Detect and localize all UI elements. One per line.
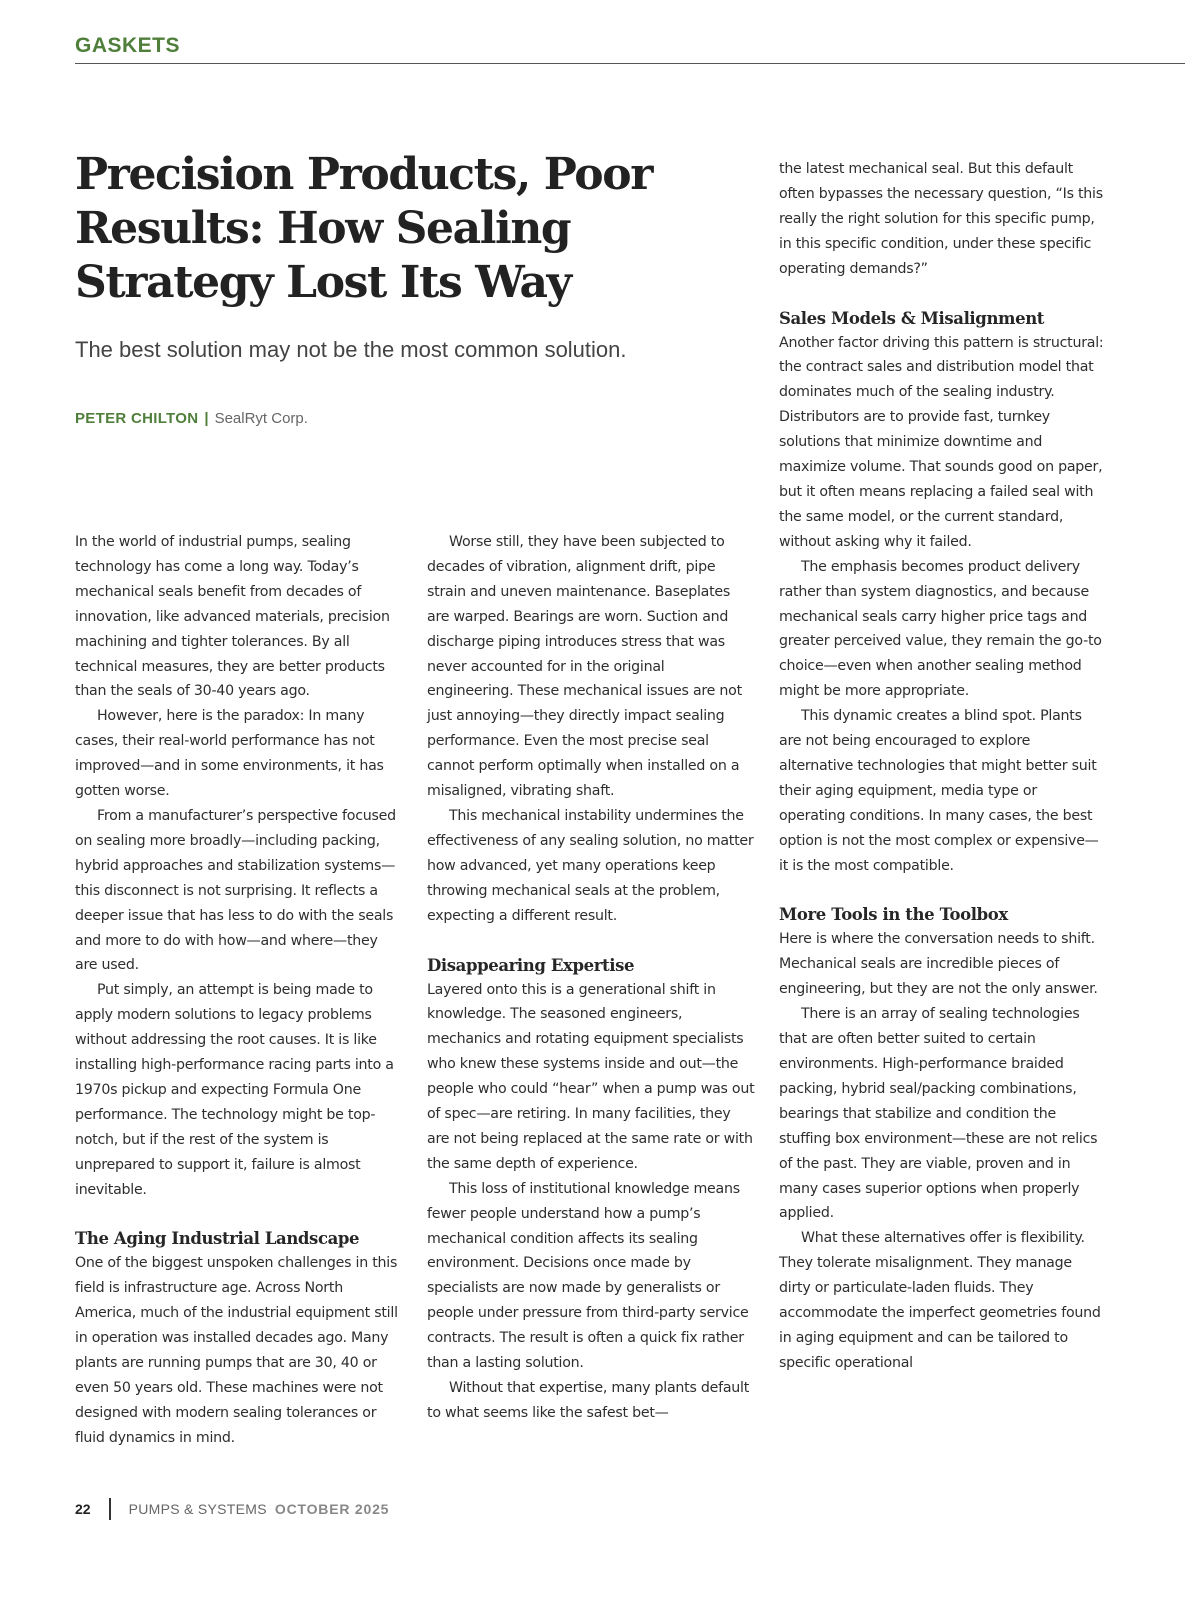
- byline-organization: SealRyt Corp.: [214, 410, 308, 427]
- body-paragraph: There is an array of sealing technologies that are often better suited to certain environments. High-performance braided packing, hybrid seal/packing combinations, bearings that stabilize and condition the stuffing box environment—these are not relics of the past. They are viable, proven and in many cases superior options when properly applied.: [779, 1006, 1098, 1222]
- article-column-3: [779, 157, 1107, 1376]
- article-column-2: [427, 530, 755, 1426]
- byline: [75, 410, 308, 427]
- body-paragraph: Another factor driving this pattern is structural: the contract sales and distribution model that dominates much of the sealing industry. Distributors are to provide fast, turnkey solutions that minimize downtime and maximize volume. That sounds good on paper, but it often means replacing a failed seal with the same model, or the current standard, without asking why it failed.: [779, 334, 1104, 550]
- publication-name: PUMPS & SYSTEMS: [128, 1501, 267, 1517]
- spacer: [75, 1202, 403, 1226]
- body-paragraph: One of the biggest unspoken challenges in this field is infrastructure age. Across North America, much of the industrial equipment still in operation was installed decades ago. Many plants are running pumps that are 30, 40 or even 50 years old. These machines were not designed with modern sealing tolerances or fluid dynamics in mind.: [75, 1255, 398, 1446]
- body-paragraph: Layered onto this is a generational shift in knowledge. The seasoned engineers, mechanics and rotating equipment specialists who knew these systems inside and out—the people who could “hear” when a pump was out of spec—are retiring. In many facilities, they are not being replaced at the same rate or with the same depth of experience.: [427, 981, 755, 1172]
- spacer: [779, 282, 1107, 306]
- page-number: 22: [75, 1501, 91, 1517]
- spacer: [427, 929, 755, 953]
- body-paragraph: This loss of institutional knowledge means fewer people understand how a pump’s mechanical condition affects its sealing environment. Decisions once made by specialists are now made by generalists or people under pressure from third-party service contracts. The result is often a quick fix rather than a lasting solution.: [427, 1180, 749, 1372]
- body-paragraph: In the world of industrial pumps, sealing technology has come a long way. Today’s mechanical seals benefit from decades of innovation, like advanced materials, precision machining and tighter tolerances. By all technical measures, they are better products than the seals of 30-40 years ago.: [75, 534, 390, 700]
- body-paragraph: What these alternatives offer is flexibility. They tolerate misalignment. They manage dirty or particulate-laden fluids. They accommodate the imperfect geometries found in aging equipment and can be tailored to specific operational: [779, 1230, 1101, 1371]
- article-dek: The best solution may not be the most common solution.: [75, 337, 627, 362]
- body-paragraph: Without that expertise, many plants default to what seems like the safest bet—: [427, 1380, 750, 1421]
- page-footer: [75, 1496, 389, 1522]
- article-title: Precision Products, Poor Results: How Sealing Strategy Lost Its Way: [75, 149, 652, 308]
- byline-author: PETER CHILTON: [75, 410, 199, 427]
- body-paragraph: However, here is the paradox: In many cases, their real-world performance has not improved—and in some environments, it has gotten worse.: [75, 708, 384, 800]
- footer-divider: [109, 1498, 111, 1520]
- body-paragraph: Here is where the conversation needs to shift. Mechanical seals are incredible pieces of engineering, but they are not the only answer.: [779, 931, 1098, 998]
- section-heading-aging: The Aging Industrial Landscape: [75, 1229, 360, 1249]
- issue-date: OCTOBER 2025: [274, 1501, 390, 1517]
- body-paragraph: the latest mechanical seal. But this default often bypasses the necessary question, “Is this really the right solution for this specific pump, in this specific condition, under these specific operating demands?”: [779, 161, 1103, 277]
- spacer: [779, 878, 1107, 902]
- article-column-1: [75, 530, 403, 1451]
- section-heading-expertise: Disappearing Expertise: [427, 955, 635, 975]
- body-paragraph: From a manufacturer’s perspective focused on sealing more broadly—including packing, hybrid approaches and stabilization systems—this disconnect is not surprising. It reflects a deeper issue that has less to do with the seals and more to do with how—and where—they are used.: [75, 807, 396, 974]
- body-paragraph: This mechanical instability undermines the effectiveness of any sealing solution, no matter how advanced, yet many operations keep throwing mechanical seals at the problem, expecting a different result.: [427, 807, 754, 924]
- body-paragraph: Worse still, they have been subjected to decades of vibration, alignment drift, pipe strain and uneven maintenance. Baseplates are warped. Bearings are worn. Suction and discharge piping introduces stress that was never accounted for in the original engineering. These mechanical issues are not just annoying—they directly impact sealing performance. Even the most precise seal cannot perform optimally when installed on a misaligned, vibrating shaft.: [427, 534, 742, 800]
- body-paragraph: The emphasis becomes product delivery rather than system diagnostics, and because mechanical seals carry higher price tags and greater perceived value, they remain the go-to choice—even when another sealing method might be more appropriate.: [779, 558, 1102, 700]
- body-paragraph: Put simply, an attempt is being made to apply modern solutions to legacy problems without addressing the root causes. It is like installing high-performance racing parts into a 1970s pickup and expecting Formula One performance. The technology might be top-notch, but if the rest of the system is unprepared to support it, failure is almost inevitable.: [75, 982, 394, 1198]
- byline-separator: |: [204, 410, 209, 427]
- section-heading-sales: Sales Models & Misalignment: [779, 308, 1045, 328]
- section-label: GASKETS: [75, 34, 181, 57]
- body-paragraph: This dynamic creates a blind spot. Plants are not being encouraged to explore alternative technologies that might better suit their aging equipment, media type or operating conditions. In many cases, the best option is not the most complex or expensive—it is the most compatible.: [779, 708, 1099, 874]
- header-rule: [75, 63, 1185, 64]
- section-heading-tools: More Tools in the Toolbox: [779, 905, 1008, 925]
